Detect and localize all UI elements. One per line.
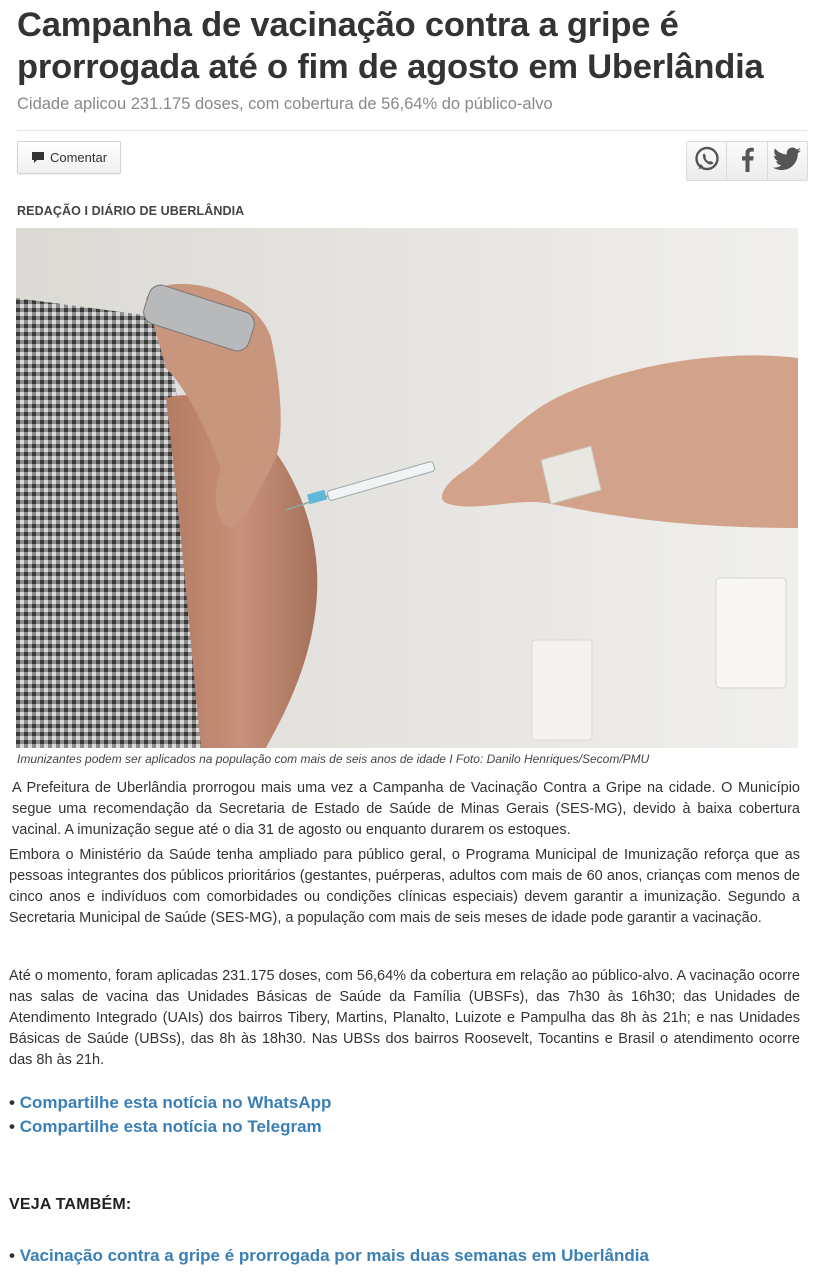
see-also-list <box>9 1244 649 1268</box>
share-links-list <box>9 1091 331 1139</box>
facebook-icon <box>736 146 758 177</box>
share-facebook-button[interactable] <box>727 142 767 180</box>
comment-button-label: Comentar <box>49 150 108 165</box>
article-paragraph: A Prefeitura de Uberlândia prorrogou mais uma vez a Campanha de Vacinação Contra a Gripe na cidade. O Município segue uma recomendação da Secretaria de Estado de Saúde de Minas Gerais (SES-MG), devido à baixa cobertura vacinal. A imunização segue até o dia 31 de agosto ou enquanto durarem os estoques. <box>12 780 800 838</box>
speech-bubble-icon <box>31 151 45 164</box>
share-whatsapp-button[interactable] <box>687 142 727 180</box>
share-toolbar <box>686 141 808 181</box>
article-paragraph: Embora o Ministério da Saúde tenha ampliado para público geral, o Programa Municipal de Imunização reforça que as pessoas integrantes dos públicos prioritários (gestantes, puérperas, adultos com mais de 60 anos, crianças com menos de cinco anos e indivíduos com comorbidades ou condições clínicas especiais) devem garantir a imunização. Segundo a Secretaria Municipal de Saúde (SES-MG), a população com mais de seis meses de idade pode garantir a vacinação. <box>9 847 800 926</box>
list-item: • Vacinação contra a gripe é prorrogada por mais duas semanas em Uberlândia <box>9 1246 649 1265</box>
photo-caption: Imunizantes podem ser aplicados na população com mais de seis anos de idade I Foto: Danilo Henriques/Secom/PMU <box>17 752 650 766</box>
twitter-icon <box>772 147 802 176</box>
share-telegram-link[interactable]: Compartilhe esta notícia no Telegram <box>19 1117 322 1136</box>
see-also-heading: VEJA TAMBÉM: <box>9 1196 132 1213</box>
comment-button[interactable] <box>17 141 121 174</box>
divider <box>17 130 807 131</box>
list-item: • Compartilhe esta notícia no WhatsApp <box>9 1093 332 1112</box>
related-article-link[interactable]: Vacinação contra a gripe é prorrogada por mais duas semanas em Uberlândia <box>19 1246 649 1265</box>
share-whatsapp-link[interactable]: Compartilhe esta notícia no WhatsApp <box>19 1093 332 1112</box>
list-item: • Compartilhe esta notícia no Telegram <box>9 1117 322 1136</box>
article-subtitle: Cidade aplicou 231.175 doses, com cobertura de 56,64% do público-alvo <box>17 95 553 113</box>
whatsapp-icon <box>693 145 721 178</box>
byline: REDAÇÃO I DIÁRIO DE UBERLÂNDIA <box>17 204 245 218</box>
share-twitter-button[interactable] <box>768 142 807 180</box>
article-title: Campanha de vacinação contra a gripe é prorrogada até o fim de agosto em Uberlândia <box>17 6 764 86</box>
article-photo <box>16 228 798 748</box>
article-paragraph: Até o momento, foram aplicadas 231.175 doses, com 56,64% da cobertura em relação ao público-alvo. A vacinação ocorre nas salas de vacina das Unidades Básicas de Saúde da Família (UBSFs), das 7h30 às 16h30; das Unidades de Atendimento Integrado (UAIs) dos bairros Tibery, Martins, Planalto, Luizote e Pampulha das 8h às 21h; e nas Unidades Básicas de Saúde (UBSs), das 8h às 18h30. Nas UBSs dos bairros Roosevelt, Tocantins e Brasil o atendimento ocorre das 8h às 21h. <box>9 968 800 1068</box>
